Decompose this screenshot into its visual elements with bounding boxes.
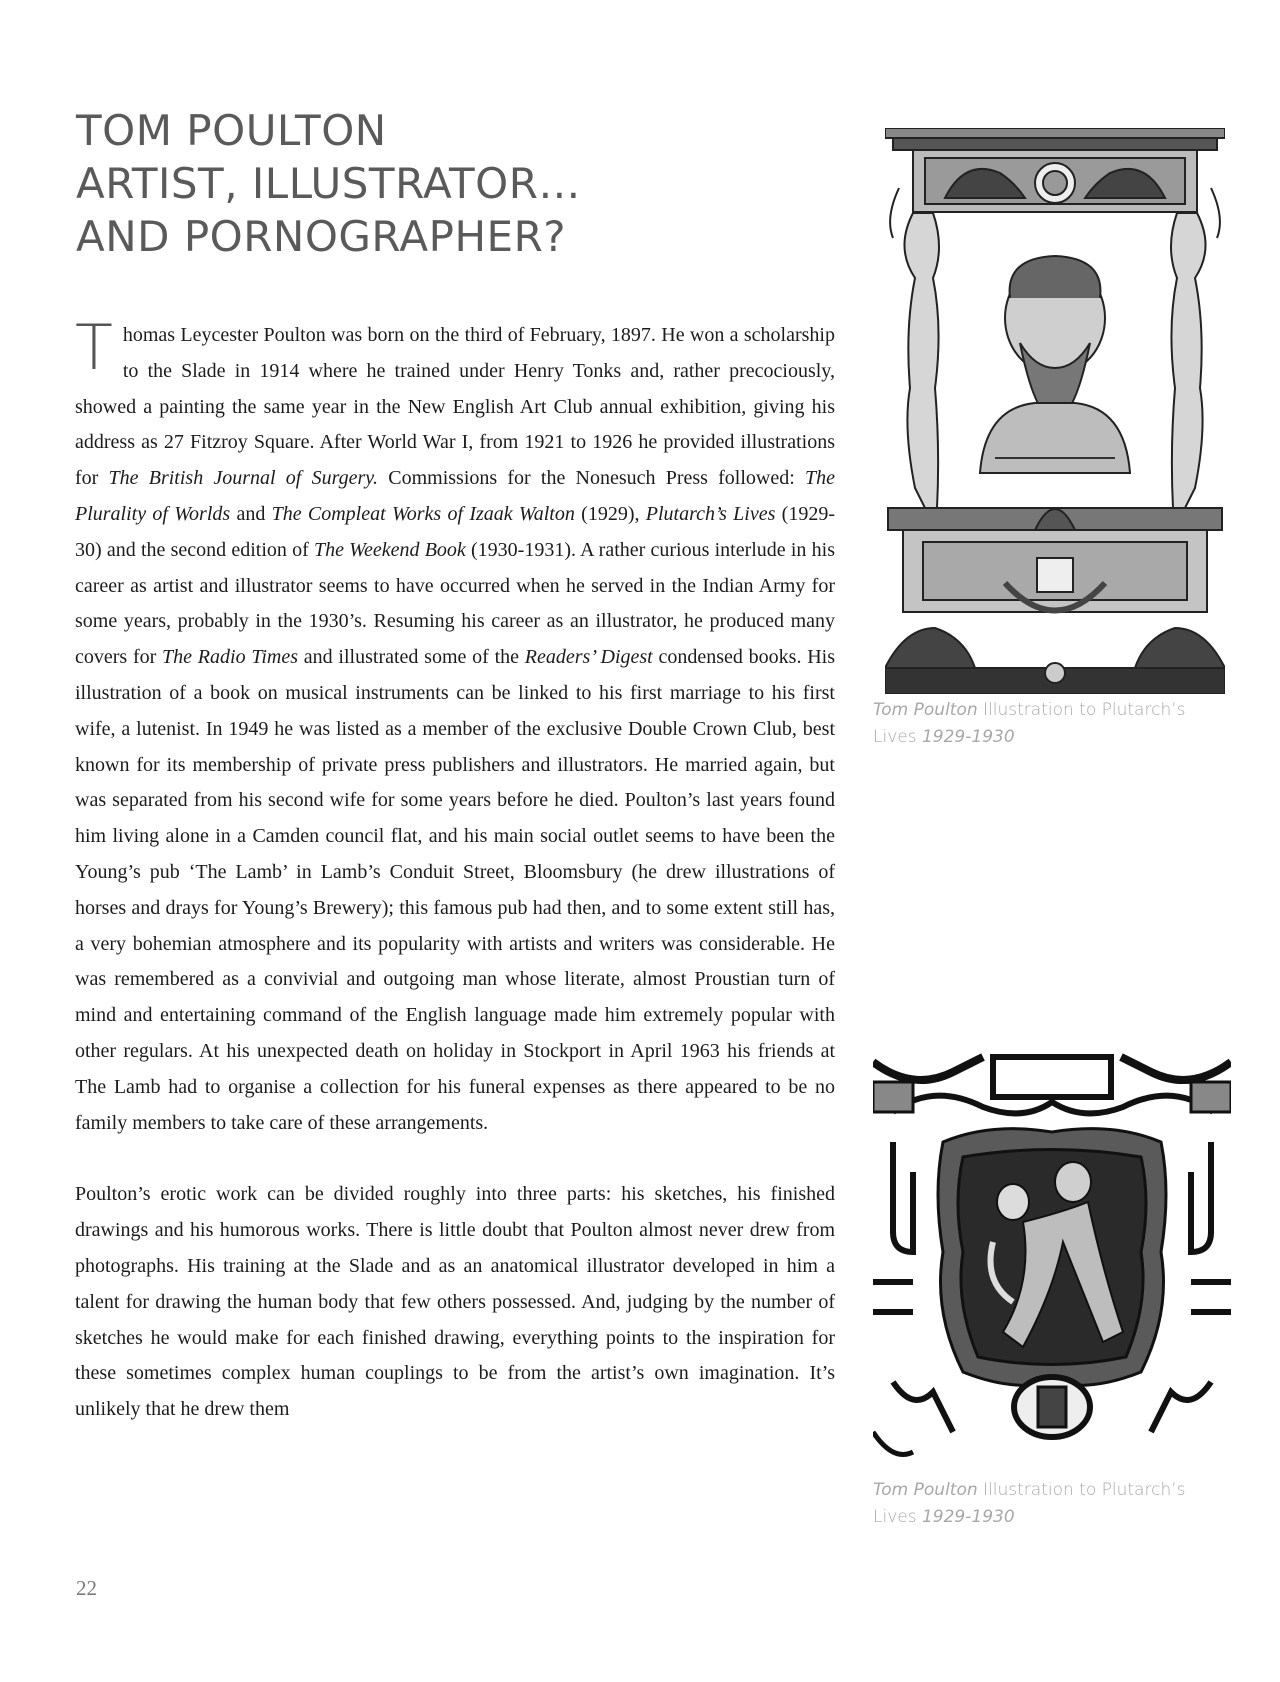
- p1-text-6: (1930-1931). A rather curious interlude in his career as artist and illustrator seems to have occurred when he served in the Indian Army for some years, probably in the 1930’s. Resuming his career as an illustrator, he produced many covers for: [75, 538, 835, 669]
- p1-text-1: homas Leycester Poulton was born on the third of February, 1897. He won a scholarship to the Slade in 1914 where he trained under Henry Tonks and, rather precociously, showed a painting the same year in the New English Art Club annual exhibition, giving his address as 27 Fitzroy Square. After World War I, from 1921 to 1926 he provided illustrations for: [75, 324, 835, 490]
- p1-title-weekend-book: The Weekend Book: [313, 538, 466, 561]
- paragraph-2: Poulton’s erotic work can be divided roughly into three parts: his sketches, his finished drawings and his humorous works. There is little doubt that Poulton almost never drew from photographs. His training at the Slade and as an anatomical illustrator developed in him a talent for drawing the human body that few others possessed. And, judging by the number of sketches he would make for each finished drawing, everything points to the inspiration for these sometimes complex human couplings to be from the artist’s own imagination. It’s unlikely that he drew them: [75, 1183, 835, 1421]
- p1-text-7: and illustrated some of the: [298, 646, 525, 669]
- figure-1-caption-text: Illustration to Plutarch’s Lives: [873, 700, 1186, 747]
- p1-title-readers-digest: Readers’ Digest: [524, 646, 653, 669]
- drop-cap: T: [75, 311, 113, 384]
- p1-text-4: (1929),: [574, 502, 646, 525]
- figure-2-caption-text: Illustration to Plutarch’s Lives: [873, 1480, 1186, 1527]
- p1-title-radio-times: The Radio Times: [162, 646, 299, 669]
- paragraph-1: [75, 311, 836, 1141]
- p1-text-2: Commissions for the Nonesuch Press followed:: [378, 467, 805, 490]
- p1-title-plutarchs-lives: Plutarch’s Lives: [645, 502, 776, 525]
- p1-title-compleat-works: The Compleat Works of Izaak Walton: [271, 502, 575, 525]
- p1-text-8: condensed books. His illustration of a book on musical instruments can be linked to his first marriage to his first wife, a lutenist. In 1949 he was listed as a member of the exclusive Double Crown Club, best known for its membership of private press publishers and illustrators. He married again, but was separated from his second wife for some years before he died. Poulton’s last years found him living alone in a Camden council flat, and his main social outlet seems to have been the Young’s pub ‘The Lamb’ in Lamb’s Conduit Street, Bloomsbury (he drew illustrations of horses and drays for Young’s Brewery); this famous pub had then, and to some extent still has, a very bohemian atmosphere and its popularity with artists and writers was considerable. He was remembered as a convivial and outgoing man whose literate, almost Proustian turn of mind and entertaining command of the English language made him extremely popular with other regulars. At his unexpected death on holiday in Stockport in April 1963 his friends at The Lamb had to organise a collection for his funeral expenses as there appeared to be no family members to take care of these arrangements.: [75, 646, 836, 1134]
- illustration-bust-frame: [885, 128, 1225, 694]
- article-title: [76, 104, 776, 263]
- figure-1-caption: [873, 697, 1233, 751]
- figure-2-caption: [873, 1477, 1233, 1531]
- figure-2-caption-artist: Tom Poulton: [873, 1480, 978, 1500]
- p1-title-plurality: The Plurality of Worlds: [75, 467, 835, 525]
- article-body: [75, 311, 836, 1428]
- figure-1-caption-years: 1929-1930: [921, 727, 1015, 747]
- figure-2-caption-years: 1929-1930: [921, 1507, 1015, 1527]
- p1-text-5: (1929-30) and the second edition of: [75, 502, 835, 561]
- p1-text-3: and: [230, 502, 272, 525]
- title-line-1: TOM POULTON: [76, 106, 387, 155]
- title-line-2: ARTIST, ILLUSTRATOR…: [76, 159, 581, 208]
- page-number: 22: [76, 1576, 97, 1600]
- figure-1-caption-artist: Tom Poulton: [873, 700, 978, 720]
- title-line-3: AND PORNOGRAPHER?: [76, 212, 567, 261]
- p1-title-british-journal: The British Journal of Surgery.: [108, 467, 379, 490]
- illustration-cartouche: [873, 1052, 1231, 1474]
